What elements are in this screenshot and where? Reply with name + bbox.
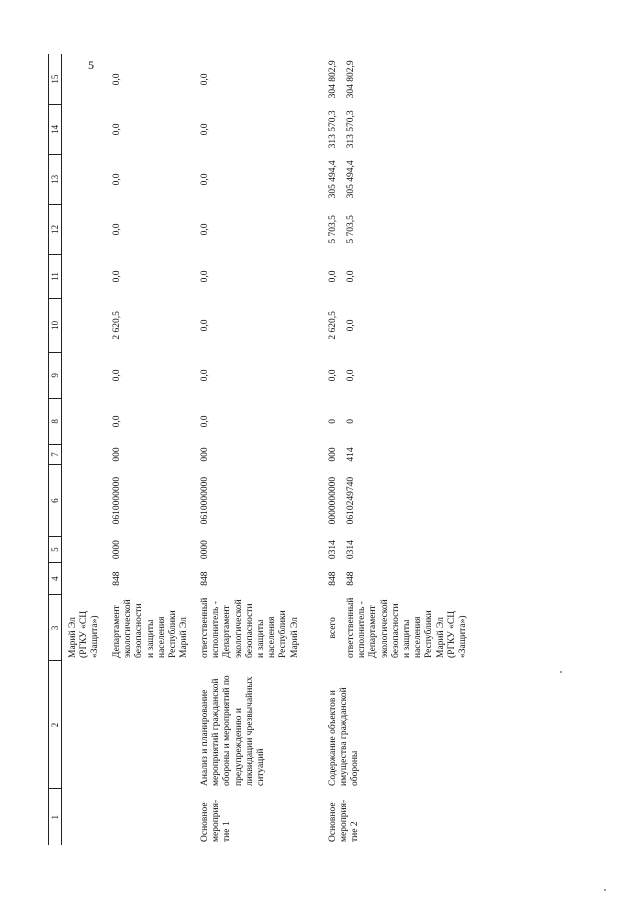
column-number-header-row — [49, 54, 62, 845]
executor-cell: ответственный исполнитель - Департамент экологической безопасности и защиты населения Республики Марий Эл (РГКУ «СЦ «Защита») — [346, 597, 469, 658]
value-cell: 0 — [346, 419, 356, 424]
column-header: 4 — [49, 563, 62, 595]
value-cell: 304 802,9 — [328, 60, 338, 99]
expense-type-cell: 414 — [346, 447, 356, 462]
value-cell: 0,0 — [112, 173, 122, 186]
status-cell: Основное мероприя-тие 1 — [200, 799, 233, 842]
section-code-cell: 0000 — [112, 540, 122, 560]
gov-code-cell: 848 — [328, 571, 338, 586]
value-cell: 0,0 — [200, 270, 210, 283]
gov-code-cell: 848 — [346, 571, 356, 586]
target-code-cell: 0000000000 — [328, 476, 338, 525]
column-header: 9 — [49, 352, 62, 398]
activity-name-cell: Анализ и планирование мероприятий гражданской обороны и мероприятий по предупреждению и ликвидации чрезвычайных ситуаций — [200, 675, 267, 786]
value-cell: 0,0 — [328, 369, 338, 382]
value-cell: 2 620,5 — [112, 311, 122, 340]
value-cell: 0,0 — [112, 270, 122, 283]
column-header: 5 — [49, 537, 62, 563]
column-header: 15 — [49, 54, 62, 104]
gov-code-cell: 848 — [112, 571, 122, 586]
value-cell: 0,0 — [112, 223, 122, 236]
column-header: 12 — [49, 204, 62, 254]
value-cell: 313 570,3 — [328, 110, 338, 149]
value-cell: 2 620,5 — [328, 311, 338, 340]
value-cell: 0,0 — [112, 415, 122, 428]
table-row — [110, 54, 198, 845]
expense-type-cell: 000 — [112, 447, 122, 462]
column-header: 14 — [49, 104, 62, 154]
target-code-cell: 0610000000 — [112, 476, 122, 525]
value-cell: 0,0 — [200, 369, 210, 382]
value-cell: 0,0 — [328, 270, 338, 283]
value-cell: 0,0 — [346, 319, 356, 332]
value-cell: 5 703,5 — [346, 215, 356, 244]
value-cell: 0,0 — [346, 270, 356, 283]
scan-speck — [560, 671, 562, 673]
expense-type-cell: 000 — [328, 447, 338, 462]
value-cell: 313 570,3 — [346, 110, 356, 149]
value-cell: 0 — [328, 419, 338, 424]
value-cell: 0,0 — [200, 319, 210, 332]
page-number: 5 — [88, 58, 94, 72]
executor-cell: Марий Эл (РГКУ «СЦ «Защита») — [68, 610, 101, 658]
gov-code-cell: 848 — [200, 571, 210, 586]
executor-cell: ответственный исполнитель - Департамент экологической безопасности и защиты населения Республики Марий Эл — [200, 597, 300, 658]
value-cell: 304 802,9 — [346, 60, 356, 99]
target-code-cell: 0610000000 — [200, 476, 210, 525]
column-header: 3 — [49, 595, 62, 661]
value-cell: 0,0 — [200, 123, 210, 136]
target-code-cell: 0610249740 — [346, 476, 356, 525]
value-cell: 0,0 — [200, 415, 210, 428]
budget-table — [48, 54, 471, 845]
column-header: 2 — [49, 661, 62, 789]
executor-cell: всего — [328, 617, 338, 639]
expense-type-cell: 000 — [200, 447, 210, 462]
column-header: 11 — [49, 254, 62, 298]
value-cell: 5 703,5 — [328, 215, 338, 244]
scan-speck — [604, 889, 606, 891]
column-header: 1 — [49, 789, 62, 845]
status-cell: Основное мероприя-тие 2 — [328, 799, 361, 842]
column-header: 7 — [49, 444, 62, 464]
table-row — [62, 54, 111, 845]
value-cell: 0,0 — [112, 123, 122, 136]
value-cell: 0,0 — [346, 369, 356, 382]
value-cell: 305 494,4 — [346, 160, 356, 199]
executor-cell: Департамент экологической безопасности и защиты населения Республики Марий Эл — [112, 599, 190, 658]
table-row — [320, 54, 344, 845]
column-header: 8 — [49, 398, 62, 444]
column-header: 10 — [49, 298, 62, 352]
activity-name-cell: Содержание объектов и имущества гражданской обороны — [328, 687, 361, 786]
section-code-cell: 0000 — [200, 540, 210, 560]
value-cell: 0,0 — [112, 73, 122, 86]
table-row — [198, 54, 320, 845]
value-cell: 0,0 — [200, 223, 210, 236]
value-cell: 0,0 — [200, 173, 210, 186]
value-cell: 305 494,4 — [328, 160, 338, 199]
column-header: 13 — [49, 154, 62, 204]
section-code-cell: 0314 — [328, 540, 338, 560]
value-cell: 0,0 — [112, 369, 122, 382]
column-header: 6 — [49, 465, 62, 537]
value-cell: 0,0 — [200, 73, 210, 86]
section-code-cell: 0314 — [346, 540, 356, 560]
